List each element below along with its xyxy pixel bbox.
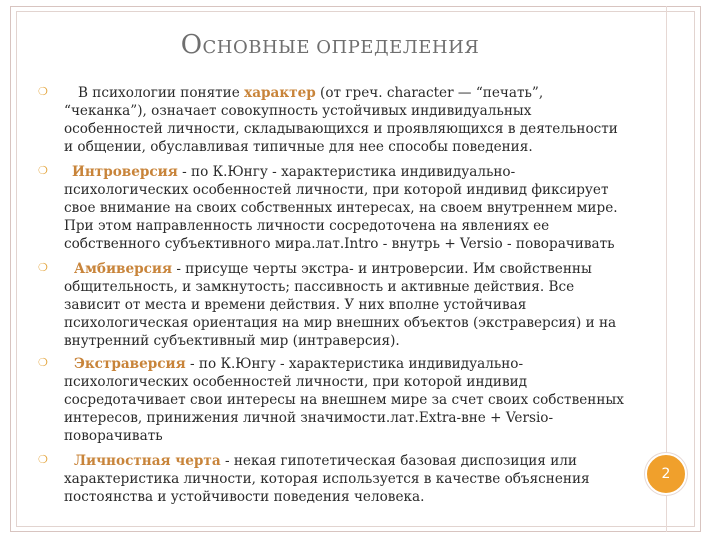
term-keyword: Амбиверсия: [74, 261, 173, 277]
title-initial: О: [180, 30, 203, 60]
page-title: [0, 30, 660, 60]
ring-bullet-icon: ❍: [38, 261, 48, 274]
ring-bullet-icon: ❍: [38, 453, 48, 466]
item-text: [64, 163, 624, 253]
term-keyword: характер: [244, 85, 316, 101]
term-keyword: Экстраверсия: [74, 356, 186, 372]
item-text: [64, 355, 624, 445]
item-text: [64, 260, 624, 350]
item-text: [64, 84, 624, 156]
ring-bullet-icon: ❍: [38, 356, 48, 369]
definition-text: - по К.Юнгу - характеристика индивидуально-психологических особенностей личности, при которой индивид сосредотачивает свои интересы на внешнем мире за счет своих собственных интересов, принижения личной значимости.лат.Extra-вне + Versio-поворачивать: [64, 356, 624, 444]
definition-text: (от греч. character — “печать”, “чеканка”), означает совокупность устойчивых индивидуальных особенностей личности, складывающихся и проявляющихся в деятельности и общении, обуславливая типичные для нее способы поведения.: [64, 85, 618, 155]
definition-text: В психологии понятие: [78, 85, 245, 101]
ring-bullet-icon: ❍: [38, 164, 48, 177]
ring-bullet-icon: ❍: [38, 85, 48, 98]
term-keyword: Интроверсия: [72, 164, 178, 180]
title-rest: СНОВНЫЕ ОПРЕДЕЛЕНИЯ: [202, 37, 480, 58]
definition-text: - некая гипотетическая базовая диспозиция или характеристика личности, которая используется в качестве объяснения постоянства и устойчивости поведения человека.: [64, 453, 590, 505]
definition-text: - присуще черты экстра- и интроверсии. Им свойственны общительность, и замкнутость; пассивность и активные действия. Все зависит от места и времени действия. У них вполне устойчивая психологическая ориентация на мир внешних объектов (экстраверсия) и на внутренний субъективный мир (интраверсия).: [64, 261, 617, 349]
page-number-badge: 2: [645, 453, 687, 495]
item-text: [64, 452, 624, 506]
term-keyword: Личностная черта: [74, 453, 221, 469]
definition-text: - по К.Юнгу - характеристика индивидуально-психологических особенностей личности, при которой индивид фиксирует свое внимание на своих собственных интересах, на своем внутреннем мире. При этом направленность личности сосредоточена на явлениях ее собственного субъективного мира.лат.Intro - внутрь + Versio - поворачивать: [64, 164, 618, 252]
